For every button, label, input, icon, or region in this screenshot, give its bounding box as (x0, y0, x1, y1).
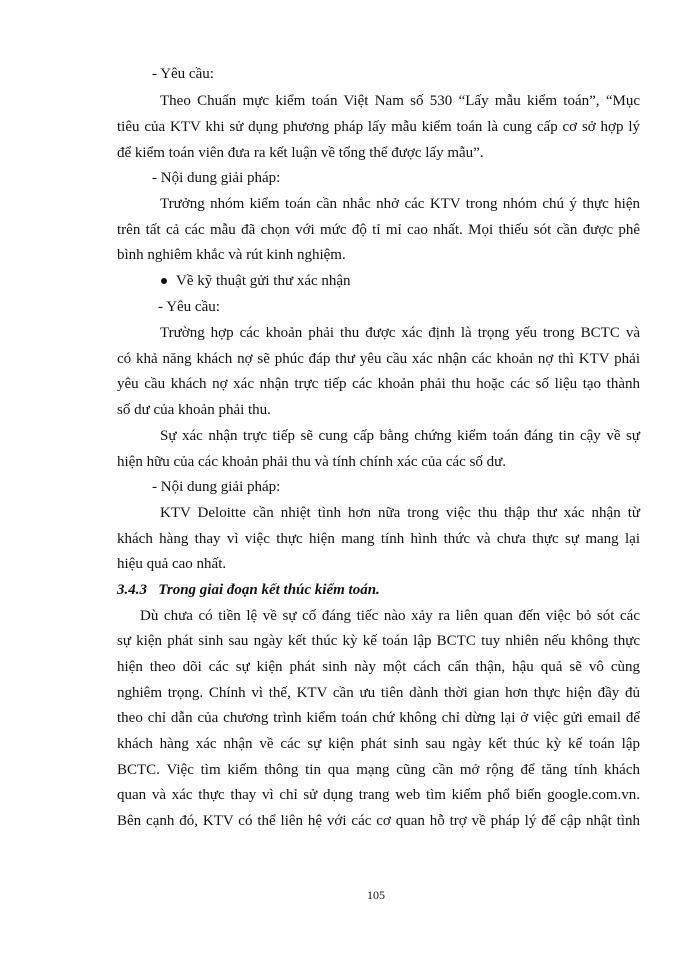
paragraph-line: bình nghiêm khắc và rút kinh nghiệm. (117, 247, 346, 263)
paragraph-line: Trưởng nhóm kiểm toán cần nhắc nhở các KTV trong nhóm chú ý thực hiện (160, 196, 640, 212)
paragraph-line: Dù chưa có tiền lệ về sự cố đáng tiếc nào xảy ra liên quan đến việc bỏ sót các (140, 608, 640, 624)
subheading-requirement: - Yêu cầu: (152, 66, 214, 82)
page-number: 105 (367, 888, 385, 902)
subheading-requirement: - Yêu cầu: (158, 299, 220, 315)
bullet-item: Về kỹ thuật gửi thư xác nhận (176, 273, 351, 289)
paragraph-line: Theo Chuẩn mực kiểm toán Việt Nam số 530 “Lấy mẫu kiểm toán”, “Mục (160, 93, 640, 109)
paragraph-line: hiện theo dõi các sự kiện phát sinh này một cách cẩn thận, hậu quả sẽ vô cùng (117, 659, 640, 675)
paragraph-line: khách hàng thay vì việc thực hiện mang tính hình thức và chưa thực sự mang lại (117, 531, 640, 547)
paragraph-line: KTV Deloitte cần nhiệt tình hơn nữa trong việc thu thập thư xác nhận từ (160, 505, 640, 521)
paragraph-line: yêu cầu khách nợ xác nhận trực tiếp các khoản phải thu hoặc các số liệu tạo thành (117, 376, 640, 392)
paragraph-line: để kiểm toán viên đưa ra kết luận về tổng thể được lấy mẫu”. (117, 145, 484, 161)
paragraph-line: theo chỉ dẫn của chương trình kiểm toán chứ không chỉ dừng lại ở việc gửi email để (117, 710, 640, 726)
paragraph-line: nghiêm trọng. Chính vì thế, KTV cần ưu tiên dành thời gian hơn thực hiện đầy đủ (117, 685, 640, 701)
paragraph-line: số dư của khoản phải thu. (117, 402, 271, 418)
paragraph-line: sự kiện phát sinh sau ngày kết thúc kỳ kế toán lập BCTC tuy nhiên nếu không thực (117, 633, 640, 649)
paragraph-line: Sự xác nhận trực tiếp sẽ cung cấp bằng chứng kiểm toán đáng tin cậy về sự (160, 428, 640, 444)
paragraph-line: khách hàng xác nhận về các sự kiện phát sinh sau ngày kết thúc kỳ kế toán lập (117, 736, 640, 752)
subheading-solution: - Nội dung giải pháp: (152, 170, 281, 186)
paragraph-line: quan và xác thực thay vì chỉ sử dụng trang web tìm kiếm phổ biến google.com.vn. (117, 787, 640, 803)
bullet-icon (161, 278, 167, 284)
paragraph-line: trên tất cả các mẫu đã chọn với mức độ tỉ mỉ cao nhất. Mọi thiếu sót cần được phê (117, 222, 640, 238)
paragraph-line: hiệu quả cao nhất. (117, 556, 227, 572)
paragraph-line: BCTC. Việc tìm kiếm thông tin qua mạng cũng cần mở rộng để tăng tính khách (117, 762, 640, 778)
paragraph-line: có khả năng khách nợ sẽ phúc đáp thư yêu cầu xác nhận các khoản nợ thì KTV phải (117, 351, 640, 367)
paragraph-line: tiêu của KTV khi sử dụng phương pháp lấy mẫu kiểm toán là cung cấp cơ sở hợp lý (117, 119, 640, 135)
paragraph-line: Bên cạnh đó, KTV có thể liên hệ với các cơ quan hỗ trợ về pháp lý để cập nhật tình (117, 813, 640, 829)
paragraph-line: hiện hữu của các khoản phải thu và tính chính xác của các số dư. (117, 454, 507, 470)
section-heading: 3.4.3 Trong giai đoạn kết thúc kiểm toán. (117, 582, 380, 598)
paragraph-line: Trường hợp các khoản phải thu được xác định là trọng yếu trong BCTC và (160, 325, 640, 341)
subheading-solution: - Nội dung giải pháp: (152, 479, 281, 495)
